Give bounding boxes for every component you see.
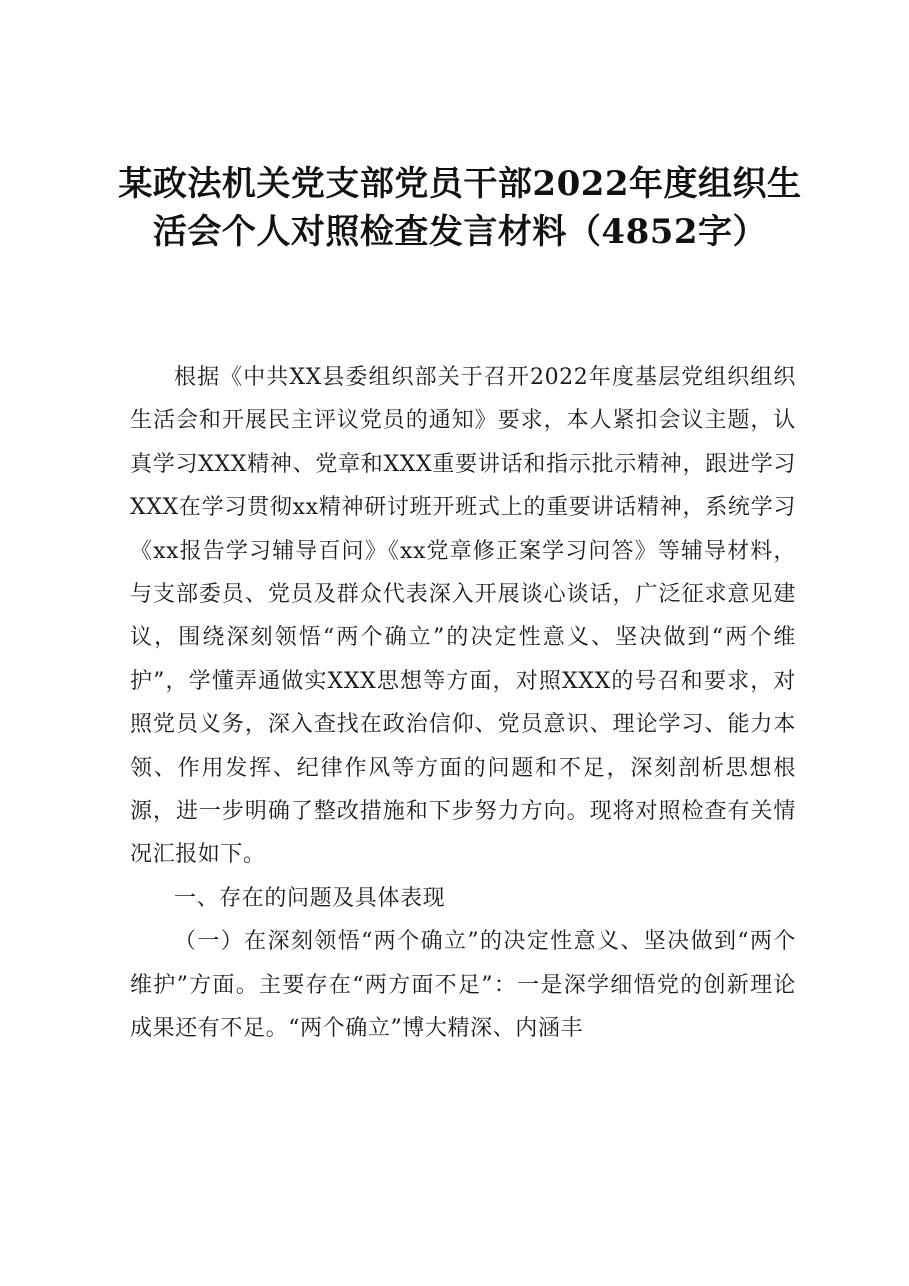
subsection-paragraph: （一）在深刻领悟“两个确立”的决定性意义、坚决做到“两个维护”方面。主要存在“两方面不足”：一是深学细悟党的创新理论成果还有不足。“两个确立”博大精深、内涵丰	[130, 929, 796, 1042]
document-body	[130, 356, 796, 1051]
intro-paragraph: 根据《中共XX县委组织部关于召开2022年度基层党组织组织生活会和开展民主评议党员的通知》要求，本人紧扣会议主题，认真学习XXX精神、党章和XXX重要讲话和指示批示精神，跟进学习XXX在学习贯彻xx精神研讨班开班式上的重要讲话精神，系统学习《xx报告学习辅导百问》《xx党章修正案学习问答》等辅导材料，与支部委员、党员及群众代表深入开展谈心谈话，广泛征求意见建议，围绕深刻领悟“两个确立”的决定性意义、坚决做到“两个维护”，学懂弄通做实XXX思想等方面，对照XXX的号召和要求，对照党员义务，深入查找在政治信仰、党员意识、理论学习、能力本领、作用发挥、纪律作风等方面的问题和不足，深刻剖析思想根源，进一步明确了整改措施和下步努力方向。现将对照检查有关情况汇报如下。	[130, 365, 796, 868]
document-title: 某政法机关党支部党员干部2022年度组织生活会个人对照检查发言材料（4852字）	[118, 164, 802, 252]
section-heading: 一、存在的问题及具体表现	[174, 885, 446, 911]
